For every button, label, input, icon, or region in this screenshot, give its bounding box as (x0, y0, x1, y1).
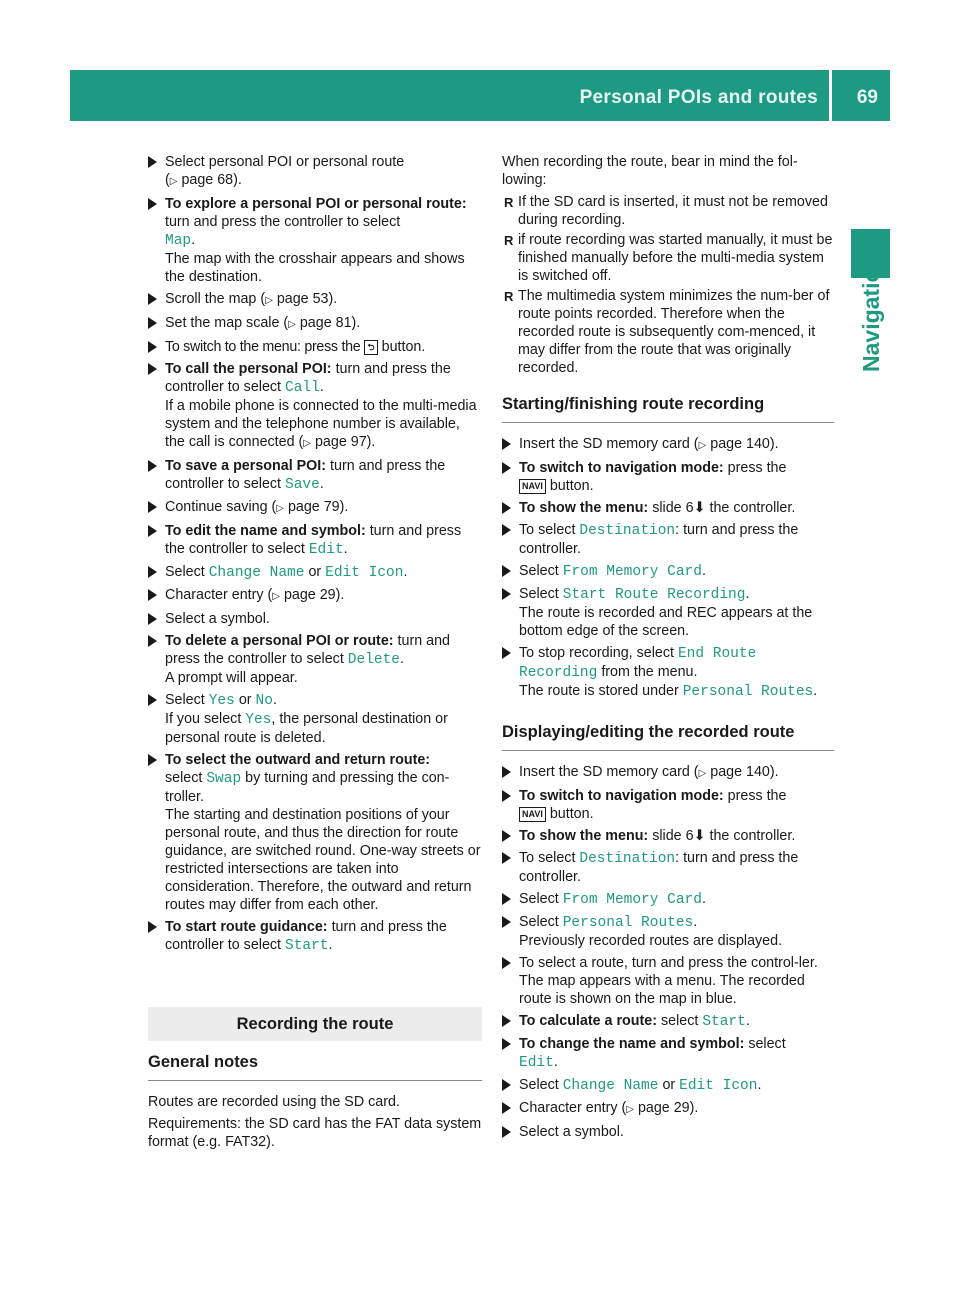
arrow-icon (502, 647, 511, 659)
page-ref-icon: ▷ (276, 503, 284, 514)
list-item: To switch to the menu: press the ⮌ button. (148, 338, 482, 356)
arrow-icon (502, 790, 511, 802)
list-item: Select From Memory Card. (502, 562, 834, 581)
list-item: Select From Memory Card. (502, 890, 834, 909)
list-item: To switch to navigation mode: press the NAVI button. (502, 459, 834, 495)
menu-term: Edit (519, 1055, 554, 1071)
arrow-icon (148, 460, 157, 472)
arrow-icon (148, 589, 157, 601)
page-number: 69 (856, 87, 878, 108)
arrow-icon (148, 754, 157, 766)
list-item: Select Start Route Recording. The route is recorded and REC appears at the bottom edge of the screen. (502, 585, 834, 640)
menu-term: Personal Routes (682, 684, 814, 700)
arrow-icon (148, 317, 157, 329)
page-ref-icon: ▷ (272, 591, 280, 602)
menu-term: Start Route Recording (562, 587, 746, 603)
list-item: Select a symbol. (148, 610, 482, 628)
menu-term: Destination (579, 523, 676, 539)
menu-term: No (255, 693, 273, 709)
arrow-icon (502, 588, 511, 600)
arrow-icon (148, 156, 157, 168)
list-item: To save a personal POI: turn and press the controller to select Save. (148, 457, 482, 494)
list-item: To select Destination: turn and press the controller. (502, 849, 834, 886)
controller-slide-icon: 6⬇ (685, 500, 706, 516)
paragraph: Requirements: the SD card has the FAT data system format (e.g. FAT32). (148, 1116, 482, 1150)
arrow-icon (502, 462, 511, 474)
section-heading: Starting/finishing route recording (502, 395, 834, 423)
controller-slide-icon: 6⬇ (685, 828, 706, 844)
list-item: Select Change Name or Edit Icon. (148, 563, 482, 582)
arrow-icon (502, 1038, 511, 1050)
arrow-icon (502, 1079, 511, 1091)
list-item: Select a symbol. (502, 1123, 834, 1141)
arrow-icon (148, 613, 157, 625)
list-item: To show the menu: slide 6⬇ the controller. (502, 499, 834, 517)
page-header (70, 70, 890, 121)
menu-term: Call (285, 380, 320, 396)
page-ref-icon: ▷ (303, 438, 311, 449)
bullet-icon: R (504, 289, 514, 304)
list-item: Insert the SD memory card (▷ page 140). (502, 763, 834, 783)
back-button-icon: ⮌ (364, 340, 377, 355)
menu-term: Edit Icon (325, 565, 404, 581)
menu-term: Start (285, 938, 329, 954)
arrow-icon (148, 341, 157, 353)
bullet-item: R if route recording was started manually, it must be finished manually before the multi-media system is switched off. (504, 232, 833, 284)
list-item: To select Destination: turn and press the controller. (502, 521, 834, 558)
list-item: Select Change Name or Edit Icon. (502, 1076, 834, 1095)
bullet-icon: R (504, 233, 514, 248)
page-ref-icon: ▷ (169, 176, 178, 187)
menu-term: Delete (347, 652, 400, 668)
menu-term: Destination (579, 851, 676, 867)
arrow-icon (502, 766, 511, 778)
list-item: Insert the SD memory card (▷ page 140). (502, 435, 834, 455)
arrow-icon (148, 293, 157, 305)
arrow-icon (502, 893, 511, 905)
section-heading: Displaying/editing the recorded route (502, 723, 834, 751)
arrow-icon (502, 830, 511, 842)
menu-term: From Memory Card (562, 564, 702, 580)
section-title: Recording the route (148, 1007, 482, 1041)
arrow-icon (502, 1015, 511, 1027)
left-column (148, 153, 482, 1155)
page-ref-icon: ▷ (626, 1104, 634, 1115)
navi-button-icon: NAVI (519, 807, 546, 822)
arrow-icon (502, 438, 511, 450)
menu-term: From Memory Card (562, 892, 702, 908)
list-item: Continue saving (▷ page 79). (148, 498, 482, 518)
list-item: Select personal POI or personal route (▷ page 68). (148, 153, 482, 191)
list-item: Set the map scale (▷ page 81). (148, 314, 482, 334)
arrow-icon (502, 916, 511, 928)
menu-term: Yes (208, 693, 235, 709)
arrow-icon (148, 525, 157, 537)
bullet-item: R The multimedia system minimizes the num-ber of route points recorded. Therefore when the recorded route is subsequently com-menced, it may differ from the route that was originally recorded. (504, 288, 830, 376)
navi-button-icon: NAVI (519, 479, 546, 494)
list-item: Select Personal Routes. Previously recorded routes are displayed. (502, 913, 834, 950)
menu-term: Map (165, 233, 192, 249)
menu-term: Change Name (208, 565, 305, 581)
arrow-icon (148, 363, 157, 375)
arrow-icon (502, 957, 511, 969)
menu-term: Edit (308, 542, 344, 558)
list-item: To change the name and symbol: select Edit. (502, 1035, 834, 1072)
arrow-icon (502, 852, 511, 864)
page-ref-icon: ▷ (265, 295, 273, 306)
bullet-icon: R (504, 195, 514, 210)
list-item: To edit the name and symbol: turn and press the controller to select Edit. (148, 522, 482, 559)
arrow-icon (148, 635, 157, 647)
page-ref-icon: ▷ (288, 319, 296, 330)
menu-term: Start (702, 1014, 746, 1030)
menu-term: Yes (245, 712, 272, 728)
list-item: To start route guidance: turn and press the controller to select Start. (148, 918, 482, 955)
list-item: Select Yes or No. If you select Yes, the personal destination or personal route is deleted. (148, 691, 482, 747)
arrow-icon (502, 1102, 511, 1114)
menu-term: Swap (206, 771, 242, 787)
menu-term: Edit Icon (679, 1078, 758, 1094)
bullet-item: R If the SD card is inserted, it must not be removed during recording. (504, 194, 828, 228)
paragraph: Routes are recorded using the SD card. (148, 1094, 400, 1110)
list-item: Character entry (▷ page 29). (148, 586, 482, 606)
subsection-heading: General notes (148, 1053, 482, 1081)
arrow-icon (148, 198, 157, 210)
header-divider (829, 70, 832, 121)
list-item: Scroll the map (▷ page 53). (148, 290, 482, 310)
list-item: Character entry (▷ page 29). (502, 1099, 834, 1119)
page-ref-icon: ▷ (698, 768, 707, 779)
list-item: To stop recording, select End Route Recording from the menu. The route is stored under Personal Routes. (502, 644, 834, 701)
arrow-icon (148, 921, 157, 933)
arrow-icon (148, 694, 157, 706)
list-item: To explore a personal POI or personal route: turn and press the controller to select Map. The map with the crosshair appears and shows the destination. (148, 195, 482, 286)
list-item: To calculate a route: select Start. (502, 1012, 834, 1031)
list-item: To delete a personal POI or route: turn and press the controller to select Delete. A prompt will appear. (148, 632, 482, 687)
arrow-icon (502, 565, 511, 577)
section-label: Navigation (858, 254, 884, 372)
list-item: To select a route, turn and press the control-ler. The map appears with a menu. The recorded route is shown on the map in blue. (502, 954, 834, 1008)
arrow-icon (502, 524, 511, 536)
menu-term: Change Name (562, 1078, 659, 1094)
menu-term: Save (285, 477, 320, 493)
menu-term: End Route Recording (519, 646, 757, 681)
arrow-icon (148, 566, 157, 578)
right-column (502, 153, 834, 1145)
list-item: To call the personal POI: turn and press the controller to select Call. If a mobile phone is connected to the multi-media system and the telephone number is available, the call is connected (▷ page 97). (148, 360, 482, 453)
paragraph: When recording the route, bear in mind the fol-lowing: (502, 154, 798, 188)
menu-term: Personal Routes (562, 915, 694, 931)
arrow-icon (148, 501, 157, 513)
list-item: To switch to navigation mode: press the NAVI button. (502, 787, 834, 823)
arrow-icon (502, 1126, 511, 1138)
page-title: Personal POIs and routes (579, 87, 818, 108)
list-item: To select the outward and return route: select Swap by turning and pressing the con-troller. The starting and destination positions of your personal route, and thus the direction for route guidance, are switched round. One-way streets or restricted intersections are taken into consideration. Therefore, the outward and return routes may differ from each other. (148, 751, 482, 914)
list-item: To show the menu: slide 6⬇ the controller. (502, 827, 834, 845)
arrow-icon (502, 502, 511, 514)
page-ref-icon: ▷ (698, 440, 707, 451)
